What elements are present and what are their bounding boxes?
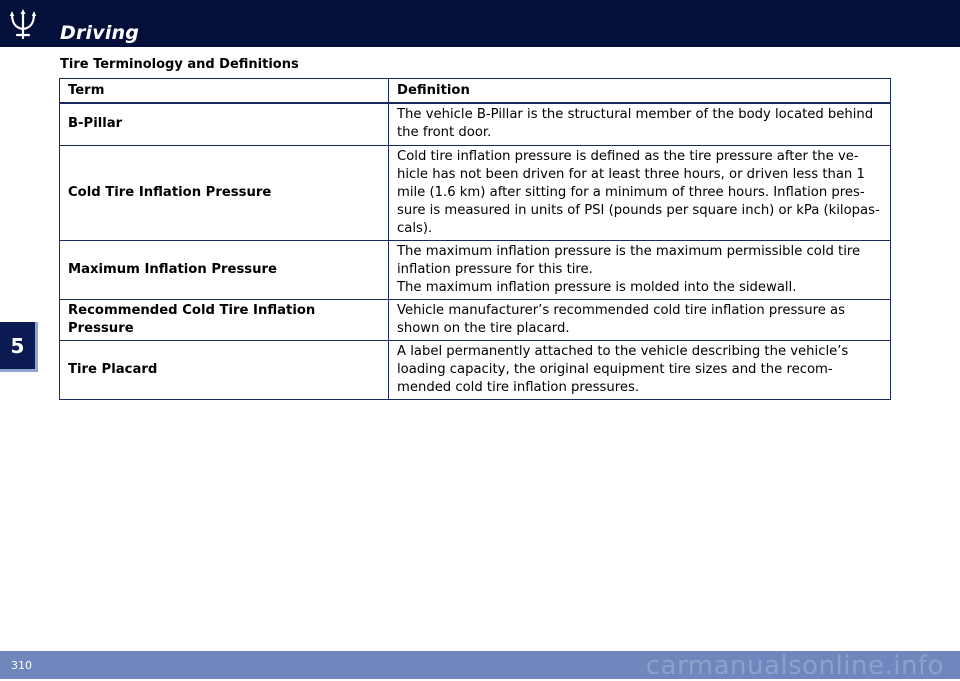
term-cell: Cold Tire Inflation Pressure (60, 145, 389, 240)
definition-line: the front door. (397, 125, 492, 141)
column-header-term: Term (60, 79, 389, 104)
definition-line: Cold tire inflation pressure is defined as the tire pressure after the ve- (397, 148, 859, 164)
term-cell: Recommended Cold Tire Inflation Pressure (60, 299, 389, 340)
definition-line: The vehicle B-Pillar is the structural member of the body located behind (397, 107, 874, 123)
definition-line: The maximum inflation pressure is molded into the sidewall. (397, 279, 797, 295)
table-row (60, 299, 891, 340)
definition-line: mended cold tire inflation pressures. (397, 379, 640, 395)
definition-line: cals). (397, 220, 433, 236)
definition-cell (389, 145, 891, 240)
term-cell: B-Pillar (60, 103, 389, 145)
chapter-tab (0, 322, 38, 372)
chapter-title: Driving (60, 22, 140, 44)
definition-line: A label permanently attached to the vehicle describing the vehicle’s (397, 343, 849, 359)
table-row (60, 340, 891, 399)
table-row (60, 240, 891, 299)
definition-line: shown on the tire placard. (397, 320, 570, 336)
definition-cell (389, 103, 891, 145)
definition-cell (389, 340, 891, 399)
page-number: 310 (11, 659, 32, 672)
chapter-number: 5 (0, 322, 35, 369)
definition-line: inflation pressure for this tire. (397, 261, 593, 277)
table-header-row (60, 79, 891, 104)
definition-line: The maximum inflation pressure is the maximum permissible cold tire (397, 243, 861, 259)
definition-line: loading capacity, the original equipment tire sizes and the recom- (397, 361, 833, 377)
definition-cell (389, 240, 891, 299)
column-header-definition: Definition (389, 79, 891, 104)
table-row (60, 145, 891, 240)
watermark: carmanualsonline.info (645, 651, 944, 681)
tire-terms-table (59, 78, 891, 400)
definition-line: hicle has not been driven for at least three hours, or driven less than 1 (397, 166, 865, 182)
trident-logo-icon (8, 8, 38, 42)
top-header-bar (0, 0, 960, 47)
definition-line: mile (1.6 km) after sitting for a minimum of three hours. Inflation pres- (397, 184, 865, 200)
table-row (60, 103, 891, 145)
section-heading: Tire Terminology and Definitions (60, 57, 299, 72)
term-cell: Maximum Inflation Pressure (60, 240, 389, 299)
footer-bar (0, 651, 960, 679)
definition-line: Vehicle manufacturer’s recommended cold tire inflation pressure as (397, 302, 845, 318)
term-cell: Tire Placard (60, 340, 389, 399)
definition-cell (389, 299, 891, 340)
definition-line: sure is measured in units of PSI (pounds per square inch) or kPa (kilopas- (397, 202, 880, 218)
